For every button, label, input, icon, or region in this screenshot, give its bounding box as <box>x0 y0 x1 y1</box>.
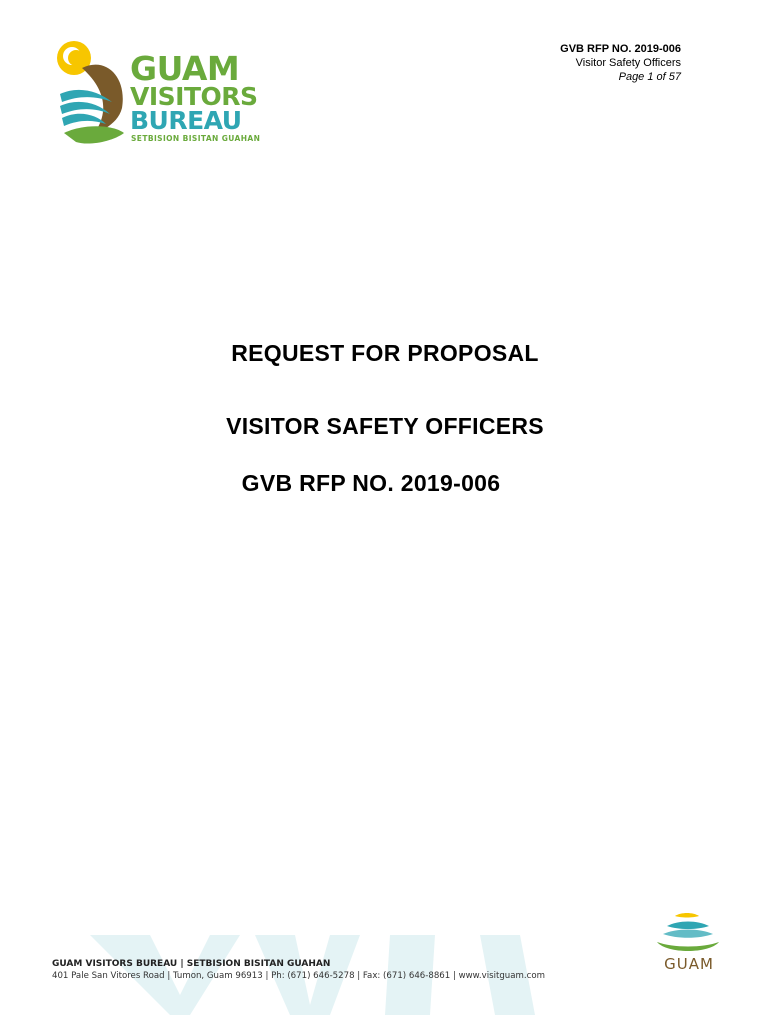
logo-text-visitors: VISITORS <box>130 82 258 111</box>
logo-text-bureau: BUREAU <box>130 106 242 135</box>
logo-text-guam: GUAM <box>130 49 240 88</box>
logo-tagline: SETBISION BISITAN GUAHAN <box>131 134 261 143</box>
document-header <box>560 42 681 84</box>
guam-visitors-bureau-logo <box>52 38 261 148</box>
mini-logo-label: GUAM <box>664 955 714 973</box>
header-page-number: Page 1 of 57 <box>618 71 681 83</box>
title-request-for-proposal: REQUEST FOR PROPOSAL <box>231 340 539 366</box>
header-rfp-number: GVB RFP NO. 2019-006 <box>560 43 681 55</box>
footer-organization: GUAM VISITORS BUREAU | SETBISION BISITAN GUAHAN <box>52 959 331 969</box>
title-rfp-number: GVB RFP NO. 2019-006 <box>241 470 501 496</box>
header-subject: Visitor Safety Officers <box>575 57 681 69</box>
title-visitor-safety-officers: VISITOR SAFETY OFFICERS <box>226 413 544 439</box>
footer <box>52 958 545 982</box>
footer-address: 401 Pale San Vitores Road | Tumon, Guam 96913 | Ph: (671) 646-5278 | Fax: (671) 646-8861 | www.visitguam.com <box>52 971 545 981</box>
logo-emblem-icon <box>52 38 132 148</box>
